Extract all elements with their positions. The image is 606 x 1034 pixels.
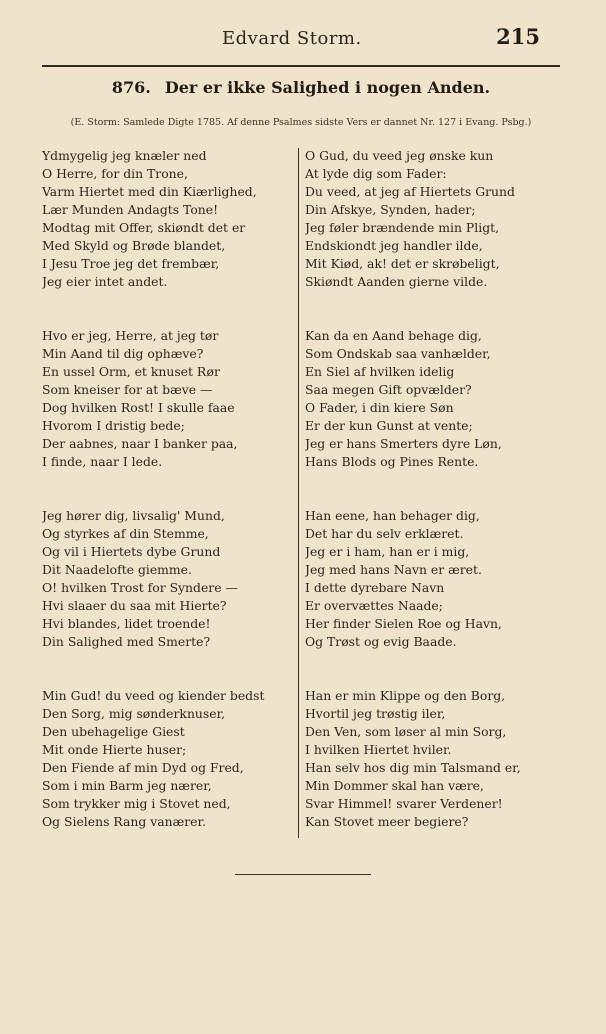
verse-line: Jeg hører dig, livsalig' Mund,	[42, 508, 225, 523]
verse-line: Som Ondskab saa vanhælder,	[305, 346, 491, 361]
verse-line: Dit Naadelofte giemme.	[42, 562, 192, 577]
hymn-source-note: (E. Storm: Samlede Digte 1785. Af denne Psalmes sidste Vers er dannet Nr. 127 i Evang. Psbg.)	[70, 117, 532, 128]
verse-line: Jeg med hans Navn er æret.	[305, 562, 482, 577]
verse-line: En Siel af hvilken idelig	[305, 364, 455, 379]
verse-line: Og Trøst og evig Baade.	[305, 634, 457, 649]
end-rule	[235, 874, 371, 875]
verse-line: I dette dyrebare Navn	[305, 580, 445, 595]
column-divider	[298, 148, 299, 838]
verse-line: Modtag mit Offer, skiøndt det er	[42, 220, 246, 235]
verse-line: I finde, naar I lede.	[42, 454, 163, 469]
verse-line: I hvilken Hiertet hviler.	[305, 742, 452, 757]
page-header	[0, 22, 606, 58]
verse-line: Den Fiende af min Dyd og Fred,	[42, 760, 244, 775]
stanza	[42, 687, 292, 867]
verse-line: Den Ven, som løser al min Sorg,	[305, 724, 507, 739]
verse-line: Og styrkes af din Stemme,	[42, 526, 209, 541]
stanza	[42, 147, 292, 327]
stanza	[305, 147, 555, 327]
verse-line: O! hvilken Trost for Syndere —	[42, 580, 238, 595]
verse-line: O Fader, i din kiere Søn	[305, 400, 454, 415]
verse-line: Hvortil jeg trøstig iler,	[305, 706, 446, 721]
verse-line: Der aabnes, naar I banker paa,	[42, 436, 238, 451]
verse-line: Den Sorg, mig sønderknuser,	[42, 706, 226, 721]
verse-line: Din Afskye, Synden, hader;	[305, 202, 476, 217]
running-head: Edvard Storm.	[222, 28, 362, 49]
verse-line: Du veed, at jeg af Hiertets Grund	[305, 184, 515, 199]
stanza	[305, 687, 555, 867]
verse-line: I Jesu Troe jeg det frembær,	[42, 256, 220, 271]
verse-line: Som kneiser for at bæve —	[42, 382, 213, 397]
verse-line: Hvi blandes, lidet troende!	[42, 616, 211, 631]
verse-line: Er der kun Gunst at vente;	[305, 418, 473, 433]
verse-line: Som i min Barm jeg nærer,	[42, 778, 212, 793]
verse-line: Din Salighed med Smerte?	[42, 634, 211, 649]
verse-line: Saa megen Gift opvælder?	[305, 382, 472, 397]
verse-line: Svar Himmel! svarer Verdener!	[305, 796, 503, 811]
verse-line: Hans Blods og Pines Rente.	[305, 454, 479, 469]
verse-line: Den ubehagelige Giest	[42, 724, 185, 739]
verse-line: Han selv hos dig min Talsmand er,	[305, 760, 521, 775]
verse-line: Varm Hiertet med din Kiærlighed,	[42, 184, 257, 199]
verse-line: Jeg er hans Smerters dyre Løn,	[305, 436, 502, 451]
stanza	[42, 507, 292, 687]
verse-line: Og Sielens Rang vanærer.	[42, 814, 207, 829]
verse-line: Er overvættes Naade;	[305, 598, 443, 613]
verse-line: Hvi slaaer du saa mit Hierte?	[42, 598, 227, 613]
verse-line: Mit onde Hierte huser;	[42, 742, 187, 757]
verse-line: Med Skyld og Brøde blandet,	[42, 238, 226, 253]
verse-line: Min Dommer skal han være,	[305, 778, 484, 793]
verse-line: Skiøndt Aanden gierne vilde.	[305, 274, 488, 289]
verse-line: Kan da en Aand behage dig,	[305, 328, 482, 343]
verse-line: En ussel Orm, et knuset Rør	[42, 364, 220, 379]
page-number: 215	[496, 24, 540, 49]
hymn-title: Der er ikke Salighed i nogen Anden.	[164, 78, 491, 97]
stanza	[305, 327, 555, 507]
verse-line: Jeg føler brændende min Pligt,	[305, 220, 500, 235]
verse-line: Som trykker mig i Stovet ned,	[42, 796, 231, 811]
verse-line: Det har du selv erklæret.	[305, 526, 464, 541]
verse-line: Jeg eier intet andet.	[42, 274, 168, 289]
verse-line: Jeg er i ham, han er i mig,	[305, 544, 470, 559]
verse-line: Mit Kiød, ak! det er skrøbeligt,	[305, 256, 500, 271]
verse-line: Han eene, han behager dig,	[305, 508, 480, 523]
verse-line: O Gud, du veed jeg ønske kun	[305, 148, 494, 163]
verse-line: Ydmygelig jeg knæler ned	[42, 148, 207, 163]
hymn-heading	[42, 78, 560, 97]
verse-line: Hvo er jeg, Herre, at jeg tør	[42, 328, 219, 343]
verse-line: Kan Stovet meer begiere?	[305, 814, 469, 829]
verse-line: Hvorom I dristig bede;	[42, 418, 185, 433]
right-column	[305, 147, 555, 867]
verse-line: Han er min Klippe og den Borg,	[305, 688, 506, 703]
verse-line: Endskiondt jeg handler ilde,	[305, 238, 483, 253]
verse-line: At lyde dig som Fader:	[305, 166, 447, 181]
stanza	[305, 507, 555, 687]
verse-line: Lær Munden Andagts Tone!	[42, 202, 219, 217]
stanza	[42, 327, 292, 507]
verse-line: Min Gud! du veed og kiender bedst	[42, 688, 265, 703]
verse-line: Min Aand til dig ophæve?	[42, 346, 204, 361]
verse-line: Og vil i Hiertets dybe Grund	[42, 544, 221, 559]
left-column	[42, 147, 292, 867]
verse-line: Dog hvilken Rost! I skulle faae	[42, 400, 235, 415]
top-rule	[42, 65, 560, 67]
hymn-number: 876.	[111, 78, 151, 97]
verse-line: Her finder Sielen Roe og Havn,	[305, 616, 502, 631]
verse-line: O Herre, for din Trone,	[42, 166, 188, 181]
